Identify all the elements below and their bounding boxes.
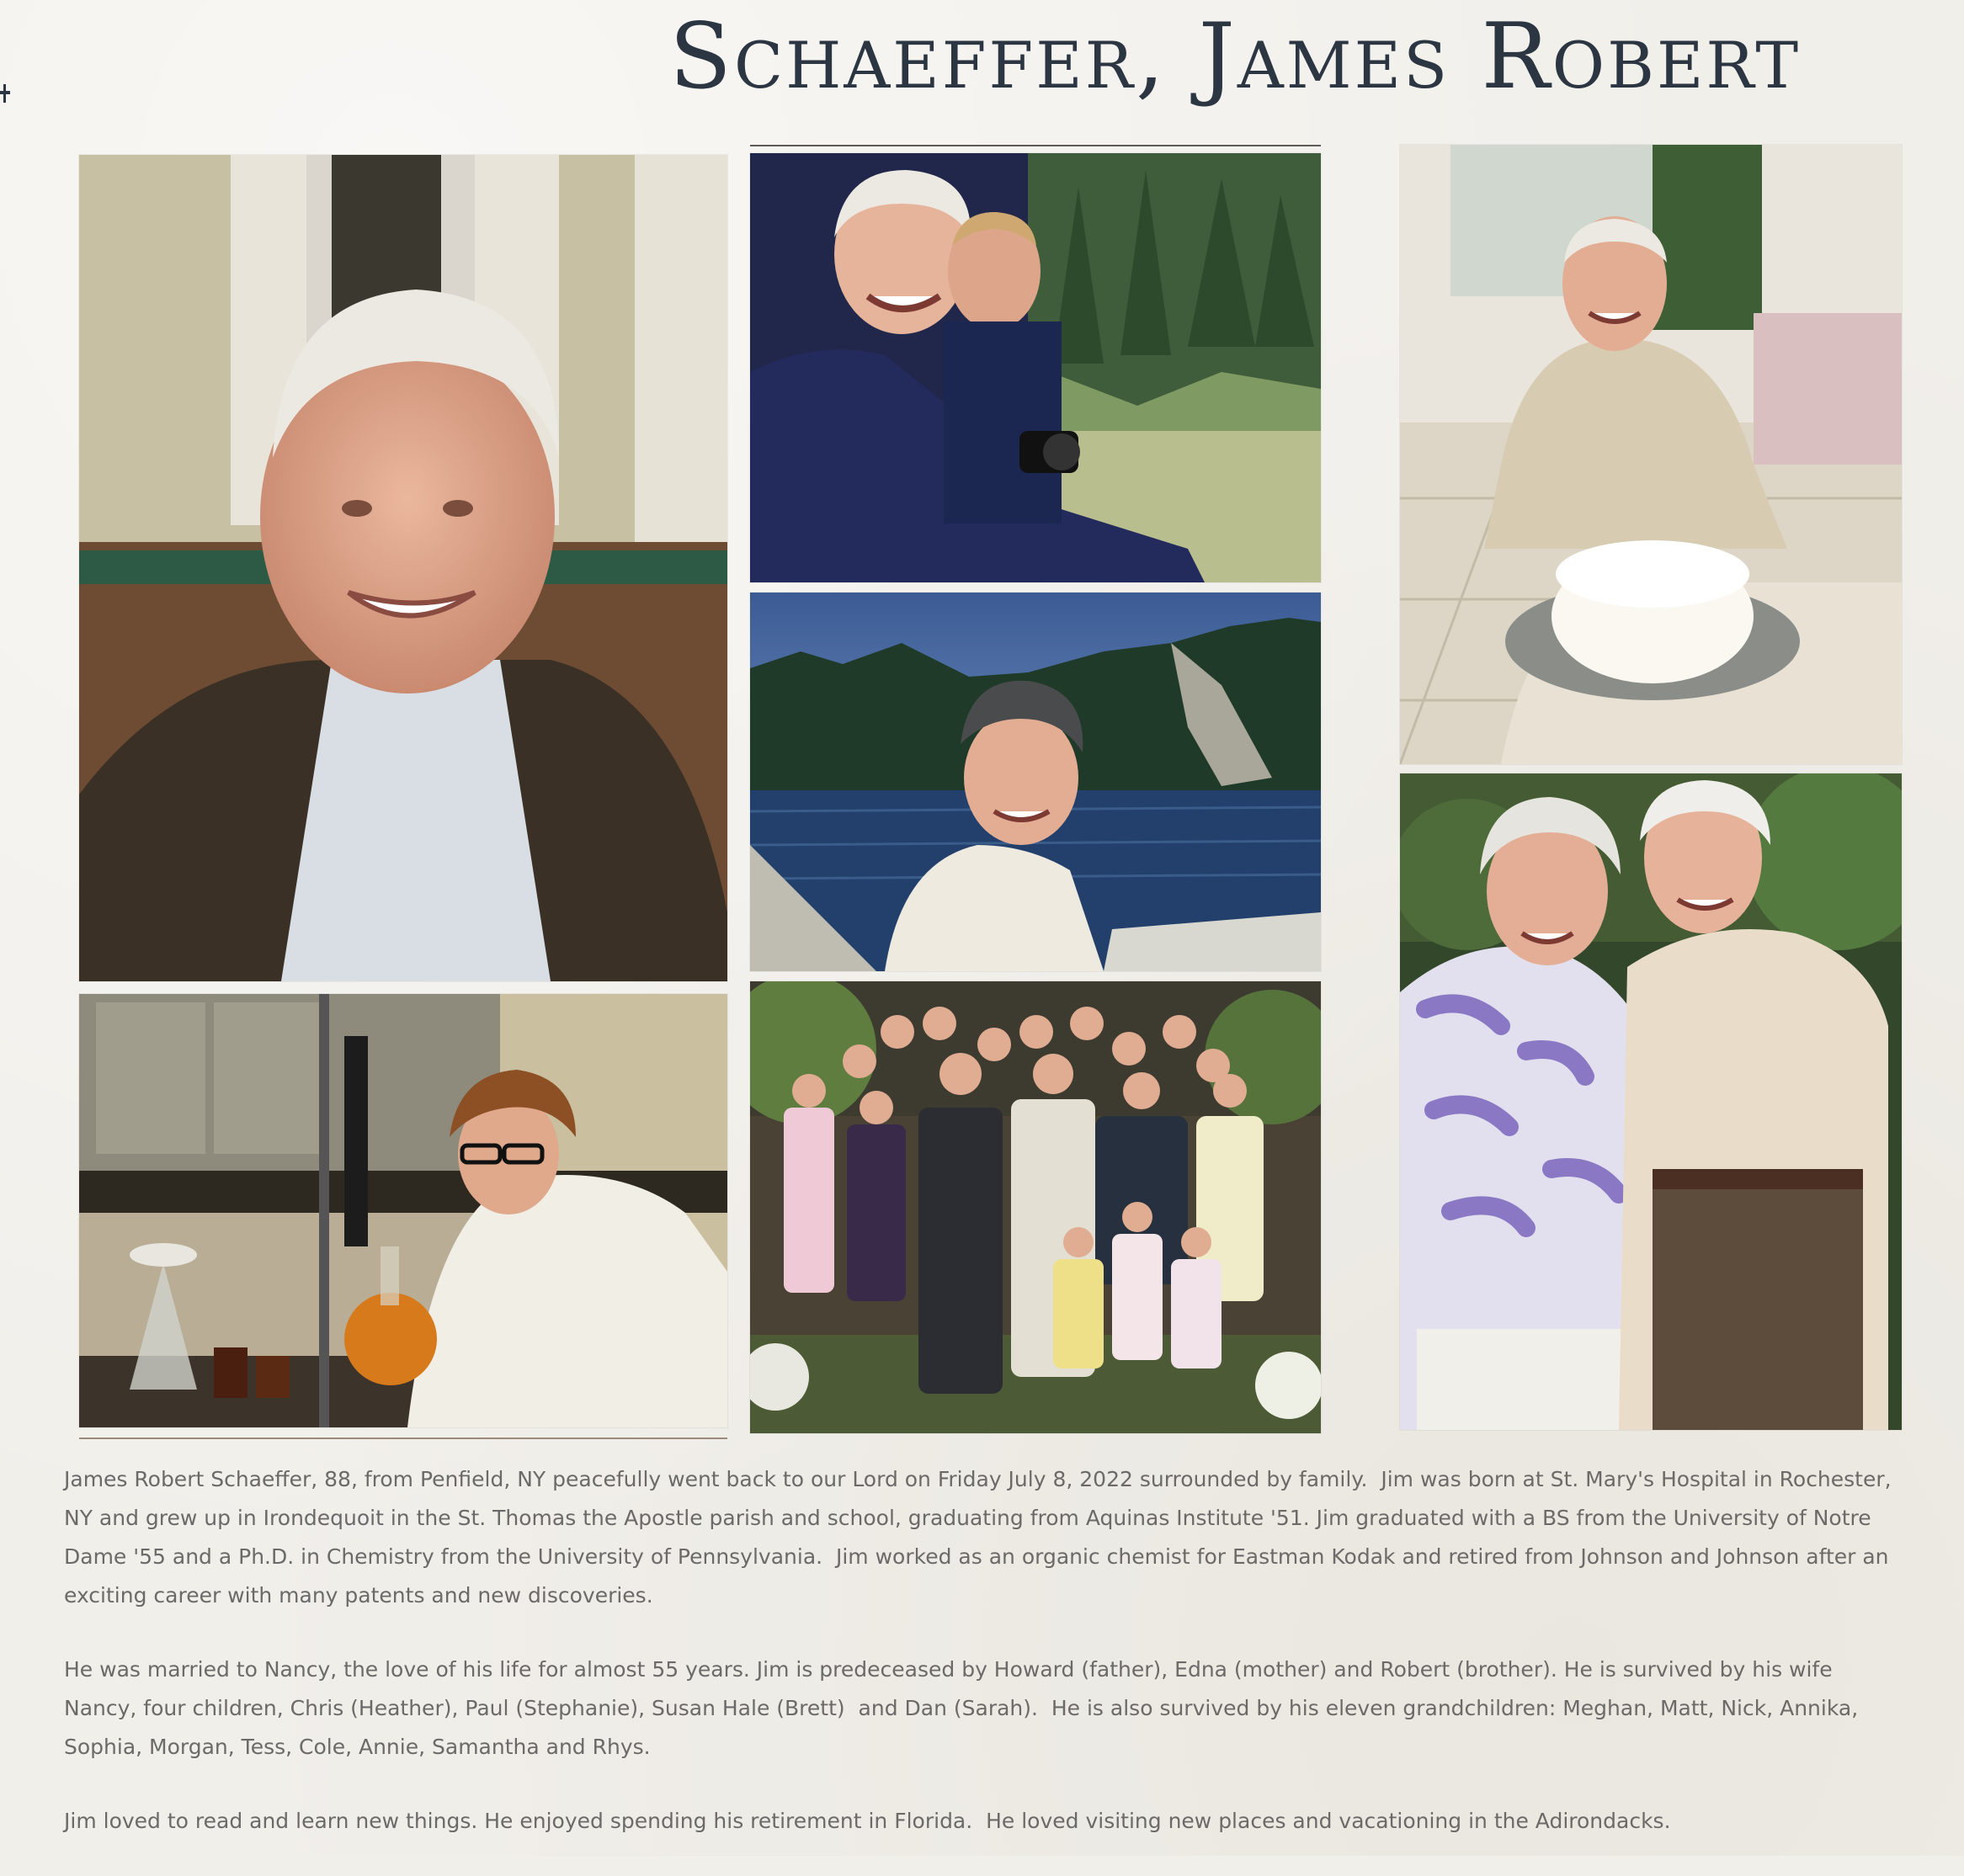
lake-boat-photo-image: [750, 593, 1321, 971]
couple-garden-photo-image: [1400, 773, 1902, 1430]
portrait-photo[interactable]: [79, 155, 727, 981]
bottom-divider: [79, 1438, 727, 1439]
top-divider: [750, 145, 1321, 146]
laboratory-chemist-photo[interactable]: [79, 994, 727, 1427]
kitchen-cake-photo[interactable]: [1400, 145, 1902, 764]
family-group-photo-image: [750, 981, 1321, 1433]
obituary-paragraph-3: Jim loved to read and learn new things. He enjoyed spending his retirement in Florida. He loved visiting new places and vacationing in the Adirondacks.: [64, 1809, 1671, 1833]
edge-mark-vertical: [3, 84, 6, 103]
train-ride-photo-image: [750, 153, 1321, 582]
obituary-text: [64, 1460, 1899, 1876]
train-ride-photo[interactable]: [750, 153, 1321, 582]
lake-boat-photo[interactable]: [750, 593, 1321, 971]
portrait-photo-image: [79, 155, 727, 981]
family-group-photo[interactable]: [750, 981, 1321, 1433]
laboratory-chemist-photo-image: [79, 994, 727, 1427]
kitchen-cake-photo-image: [1400, 145, 1902, 764]
couple-garden-photo[interactable]: [1400, 773, 1902, 1430]
obituary-paragraph-2: He was married to Nancy, the love of his life for almost 55 years. Jim is predeceased by Howard (father), Edna (mother) and Robert (brother). He is survived by his wife Nancy, four children, Chris (Heather), Paul (Stephanie), Susan Hale (Brett) and Dan (Sarah). He is also survived by his eleven grandchildren: Meghan, Matt, Nick, Annika, Sophia, Morgan, Tess, Cole, Annie, Samantha and Rhys.: [64, 1657, 1866, 1759]
page-title: Schaeffer, James Robert: [669, 4, 1802, 109]
obituary-paragraph-1: James Robert Schaeffer, 88, from Penfield, NY peacefully went back to our Lord on Friday July 8, 2022 surrounded by family. Jim was born at St. Mary's Hospital in Rochester, NY and grew up in Irondequoit in the St. Thomas the Apostle parish and school, graduating from Aquinas Institute '51. Jim graduated with a BS from the University of Notre Dame '55 and a Ph.D. in Chemistry from the University of Pennsylvania. Jim worked as an organic chemist for Eastman Kodak and retired from Johnson and Johnson after an exciting career with many patents and new discoveries.: [64, 1467, 1898, 1608]
